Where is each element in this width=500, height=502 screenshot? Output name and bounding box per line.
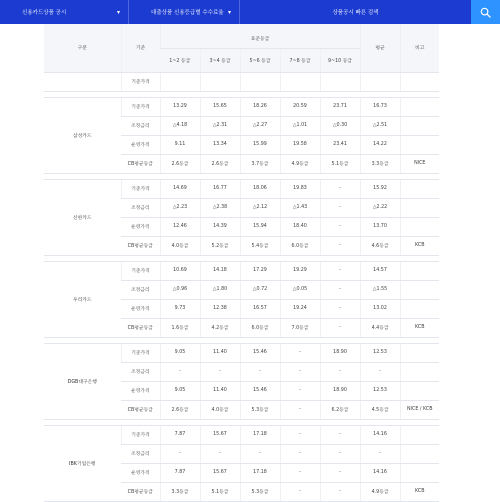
row-note <box>400 72 439 91</box>
grade-value: - <box>320 482 360 501</box>
grade-value: △0.30 <box>320 116 360 135</box>
grade-value: - <box>160 444 200 463</box>
grade-value: - <box>320 236 360 255</box>
grade-value: - <box>320 362 360 381</box>
row-item: CB평균등급 <box>121 400 160 419</box>
row-note <box>400 381 439 400</box>
grade-value: 5.3등급 <box>240 482 280 501</box>
row-note <box>400 299 439 318</box>
grade-value: 9.05 <box>160 343 200 362</box>
grade-value: 17.29 <box>240 261 280 280</box>
grade-value: △1.43 <box>280 198 320 217</box>
row-note <box>400 97 439 116</box>
grade-value: 15.46 <box>240 381 280 400</box>
grade-value: 23.71 <box>320 97 360 116</box>
table-row <box>44 97 439 116</box>
header-grade: 7~8 등급 <box>280 48 320 72</box>
grade-value: △0.72 <box>240 280 280 299</box>
grade-value: - <box>320 179 360 198</box>
grade-value <box>160 72 200 91</box>
grade-value: △2.38 <box>200 198 240 217</box>
grade-value: - <box>280 343 320 362</box>
grade-value: 15.99 <box>240 135 280 154</box>
row-item: 조정금리 <box>121 116 160 135</box>
header-grade-group: 표준등급 <box>160 24 360 48</box>
row-note <box>400 444 439 463</box>
grade-value: △4.18 <box>160 116 200 135</box>
grade-value: △2.31 <box>200 116 240 135</box>
grade-value: 11.40 <box>200 343 240 362</box>
row-note: KCB <box>400 236 439 255</box>
average-value: 14.57 <box>360 261 400 280</box>
grade-value: 5.2등급 <box>200 236 240 255</box>
grade-value: - <box>320 261 360 280</box>
row-note <box>400 362 439 381</box>
grade-value: - <box>240 444 280 463</box>
grade-value: - <box>200 444 240 463</box>
grade-value <box>280 72 320 91</box>
bank-name: DGB대구은행 <box>44 343 121 419</box>
row-item: 운영가격 <box>121 217 160 236</box>
grade-value: 14.69 <box>160 179 200 198</box>
search-button[interactable] <box>471 0 500 24</box>
grade-value: - <box>320 198 360 217</box>
chevron-down-icon: ▾ <box>116 8 120 16</box>
row-note <box>400 135 439 154</box>
grade-value: 7.0등급 <box>280 318 320 337</box>
grade-value: 13.29 <box>160 97 200 116</box>
grade-value: 4.0등급 <box>160 236 200 255</box>
grade-value: 9.11 <box>160 135 200 154</box>
header-grade: 1~2 등급 <box>160 48 200 72</box>
row-note <box>400 463 439 482</box>
row-item: 기준가격 <box>121 179 160 198</box>
row-note <box>400 116 439 135</box>
header-grade: 9~10 등급 <box>320 48 360 72</box>
row-note: KCB <box>400 318 439 337</box>
grade-value: 11.40 <box>200 381 240 400</box>
grade-value: 14.39 <box>200 217 240 236</box>
row-item: 기준가격 <box>121 343 160 362</box>
row-item: 조정금리 <box>121 280 160 299</box>
grade-value: 15.65 <box>200 97 240 116</box>
average-value: 14.16 <box>360 425 400 444</box>
product-type-label: 대출상품 신용등급별 수수료율 <box>151 10 224 16</box>
grade-value: 19.24 <box>280 299 320 318</box>
grade-value: - <box>320 444 360 463</box>
grade-value: 13.34 <box>200 135 240 154</box>
grade-value: 16.77 <box>200 179 240 198</box>
header-average: 평균 <box>360 24 400 72</box>
average-value <box>360 72 400 91</box>
row-note: NICE <box>400 154 439 173</box>
grade-value: 3.3등급 <box>160 482 200 501</box>
grade-value: 15.67 <box>200 463 240 482</box>
average-value: 4.9등급 <box>360 482 400 501</box>
grade-value <box>240 72 280 91</box>
average-value: 4.6등급 <box>360 236 400 255</box>
average-value: 12.53 <box>360 343 400 362</box>
fee-rate-table <box>44 24 439 502</box>
product-category-select[interactable] <box>0 0 129 24</box>
grade-value: △2.27 <box>240 116 280 135</box>
header-grade: 5~6 등급 <box>240 48 280 72</box>
row-item: 기준가격 <box>121 425 160 444</box>
row-item: 운영가격 <box>121 381 160 400</box>
average-value: 14.16 <box>360 463 400 482</box>
top-bar <box>0 0 500 24</box>
average-value: △2.22 <box>360 198 400 217</box>
row-item: 조정금리 <box>121 362 160 381</box>
bank-name: 삼성카드 <box>44 97 121 173</box>
grade-value: - <box>280 444 320 463</box>
average-value: 16.73 <box>360 97 400 116</box>
row-note <box>400 343 439 362</box>
search-icon <box>480 7 491 18</box>
grade-value: 5.3등급 <box>240 400 280 419</box>
grade-value <box>200 72 240 91</box>
table-row <box>44 179 439 198</box>
bank-name: 우리카드 <box>44 261 121 337</box>
bank-name <box>44 72 121 91</box>
grade-value: △1.80 <box>200 280 240 299</box>
average-value: 4.5등급 <box>360 400 400 419</box>
header-grade: 3~4 등급 <box>200 48 240 72</box>
row-item: CB평균등급 <box>121 154 160 173</box>
grade-value: - <box>280 381 320 400</box>
row-item: 조정금리 <box>121 198 160 217</box>
grade-value: 5.4등급 <box>240 236 280 255</box>
grade-value: 19.83 <box>280 179 320 198</box>
grade-value: - <box>320 463 360 482</box>
grade-value: 18.90 <box>320 343 360 362</box>
average-value: △1.55 <box>360 280 400 299</box>
product-type-select[interactable] <box>129 0 240 24</box>
grade-value <box>320 72 360 91</box>
grade-value: 12.46 <box>160 217 200 236</box>
grade-value: 19.58 <box>280 135 320 154</box>
row-item: CB평균등급 <box>121 482 160 501</box>
grade-value: - <box>240 362 280 381</box>
table-row <box>44 261 439 280</box>
grade-value: - <box>320 318 360 337</box>
header-item: 기준 <box>121 24 160 72</box>
grade-value: - <box>320 217 360 236</box>
grade-value: - <box>320 425 360 444</box>
chevron-down-icon: ▾ <box>227 8 231 16</box>
grade-value: 5.1등급 <box>200 482 240 501</box>
grade-value: 4.2등급 <box>200 318 240 337</box>
grade-value: 18.40 <box>280 217 320 236</box>
grade-value: 12.38 <box>200 299 240 318</box>
grade-value: 18.26 <box>240 97 280 116</box>
grade-value: △0.96 <box>160 280 200 299</box>
grade-value: 9.73 <box>160 299 200 318</box>
row-item: 운영가격 <box>121 463 160 482</box>
grade-value: 23.41 <box>320 135 360 154</box>
average-value: - <box>360 444 400 463</box>
row-note <box>400 217 439 236</box>
grade-value: - <box>280 362 320 381</box>
average-value: 14.22 <box>360 135 400 154</box>
table-row <box>44 425 439 444</box>
header-category: 구분 <box>44 24 121 72</box>
row-item: CB평균등급 <box>121 236 160 255</box>
grade-value: 3.7등급 <box>240 154 280 173</box>
grade-value: - <box>280 400 320 419</box>
quick-search-input[interactable] <box>240 0 471 24</box>
grade-value: 6.0등급 <box>240 318 280 337</box>
grade-value: 18.06 <box>240 179 280 198</box>
grade-value: 20.59 <box>280 97 320 116</box>
row-note <box>400 425 439 444</box>
row-note <box>400 198 439 217</box>
grade-value: 15.94 <box>240 217 280 236</box>
grade-value: - <box>320 280 360 299</box>
average-value: 13.02 <box>360 299 400 318</box>
row-note <box>400 179 439 198</box>
grade-value: 4.9등급 <box>280 154 320 173</box>
average-value: △2.51 <box>360 116 400 135</box>
row-item: CB평균등급 <box>121 318 160 337</box>
grade-value: 14.18 <box>200 261 240 280</box>
row-item: 기준가격 <box>121 261 160 280</box>
grade-value: △2.23 <box>160 198 200 217</box>
bank-name: 신한카드 <box>44 179 121 255</box>
grade-value: - <box>160 362 200 381</box>
grade-value: 1.6등급 <box>160 318 200 337</box>
average-value: 15.92 <box>360 179 400 198</box>
grade-value: △1.01 <box>280 116 320 135</box>
average-value: 12.53 <box>360 381 400 400</box>
average-value: 3.3등급 <box>360 154 400 173</box>
grade-value: 17.18 <box>240 463 280 482</box>
grade-value: 15.67 <box>200 425 240 444</box>
grade-value: 2.6등급 <box>160 154 200 173</box>
grade-value: 7.87 <box>160 463 200 482</box>
table-row <box>44 343 439 362</box>
grade-value: 9.05 <box>160 381 200 400</box>
row-note <box>400 261 439 280</box>
average-value: 13.70 <box>360 217 400 236</box>
grade-value: 5.1등급 <box>320 154 360 173</box>
grade-value: △2.12 <box>240 198 280 217</box>
average-value: - <box>360 362 400 381</box>
row-item: 운영가격 <box>121 299 160 318</box>
header-note: 비고 <box>400 24 439 72</box>
grade-value: - <box>280 425 320 444</box>
row-note: KCB <box>400 482 439 501</box>
row-note: NICE / KCB <box>400 400 439 419</box>
product-category-label: 신용카드상품 공시 <box>22 10 67 16</box>
table-row <box>44 72 439 91</box>
grade-value: 17.18 <box>240 425 280 444</box>
grade-value: 19.29 <box>280 261 320 280</box>
grade-value: 7.87 <box>160 425 200 444</box>
grade-value: - <box>280 482 320 501</box>
grade-value: 2.6등급 <box>160 400 200 419</box>
grade-value: 2.6등급 <box>200 154 240 173</box>
grade-value: 10.69 <box>160 261 200 280</box>
grade-value: - <box>200 362 240 381</box>
average-value: 4.4등급 <box>360 318 400 337</box>
grade-value: - <box>280 463 320 482</box>
grade-value: △0.05 <box>280 280 320 299</box>
grade-value: 4.0등급 <box>200 400 240 419</box>
grade-value: 18.90 <box>320 381 360 400</box>
grade-value: 16.57 <box>240 299 280 318</box>
row-item: 기준가격 <box>121 72 160 91</box>
row-item: 운영가격 <box>121 135 160 154</box>
row-note <box>400 280 439 299</box>
row-item: 기준가격 <box>121 97 160 116</box>
grade-value: - <box>320 299 360 318</box>
quick-search <box>240 0 500 24</box>
grade-value: 6.2등급 <box>320 400 360 419</box>
row-item: 조정금리 <box>121 444 160 463</box>
quick-search-label: 상품공시 빠른 검색 <box>332 10 379 16</box>
grade-value: 15.46 <box>240 343 280 362</box>
bank-name: IBK기업은행 <box>44 425 121 501</box>
grade-value: 6.0등급 <box>280 236 320 255</box>
